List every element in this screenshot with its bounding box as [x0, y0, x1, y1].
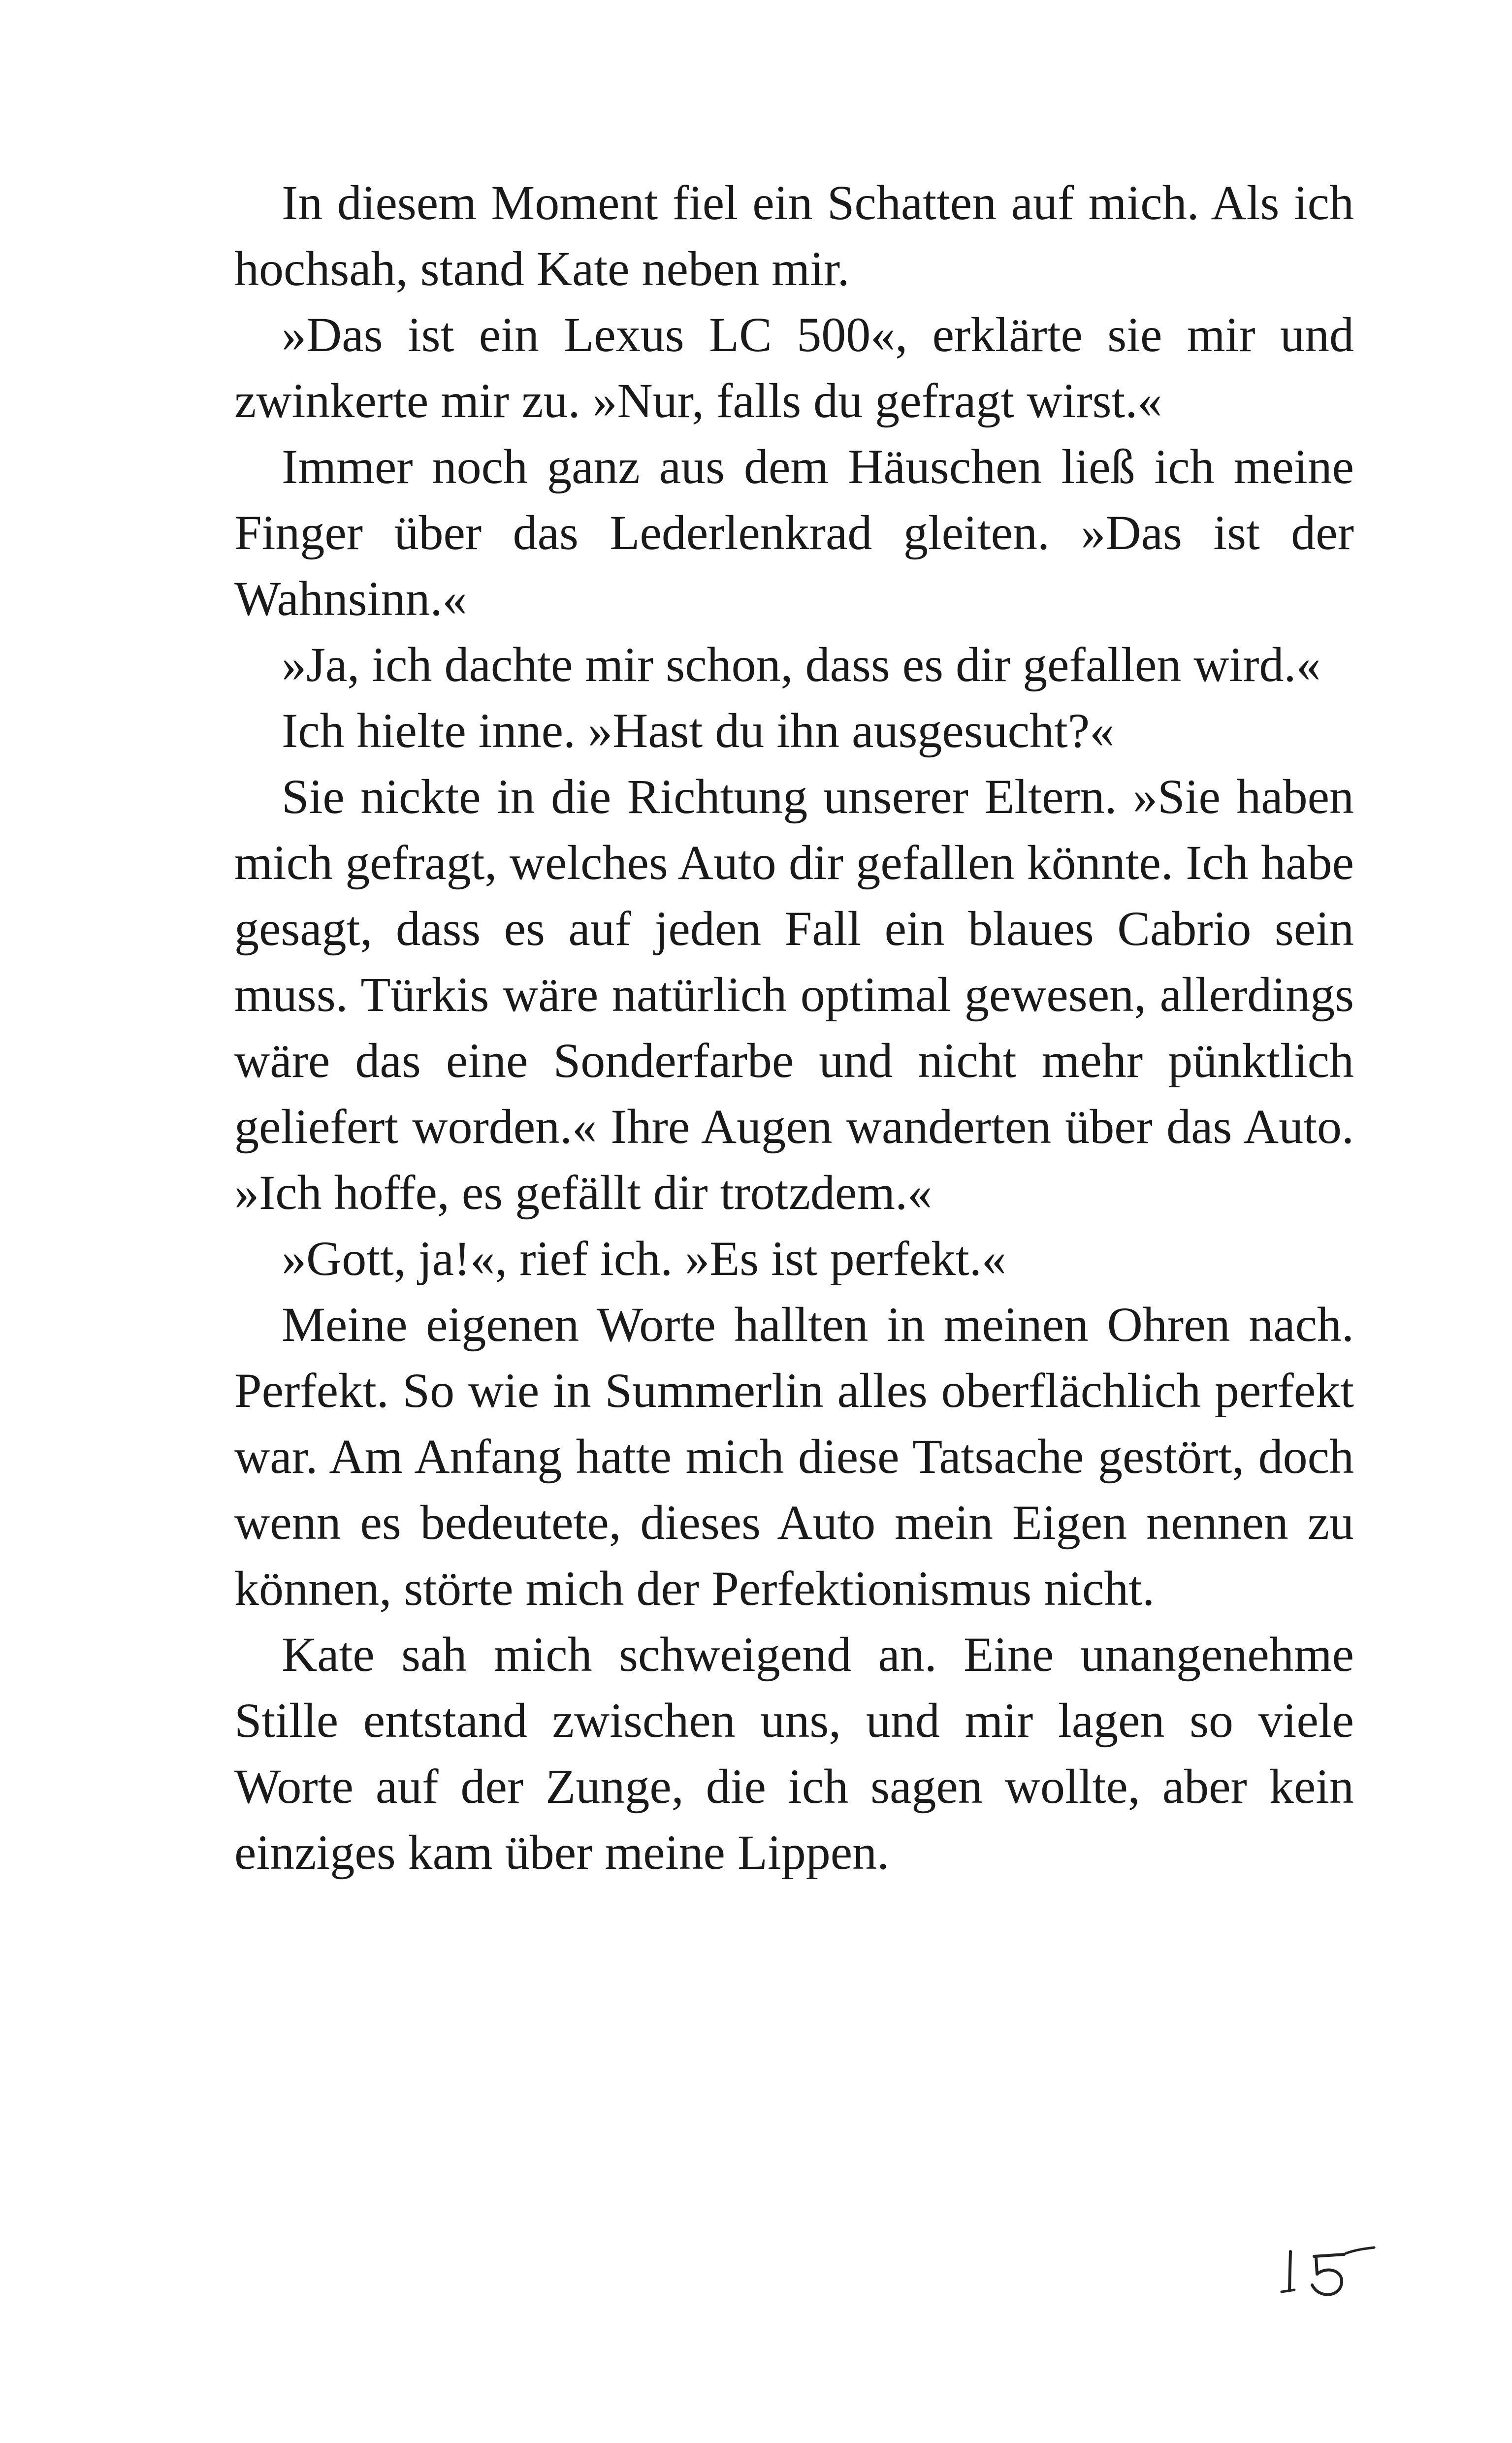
paragraph-5: Ich hielte inne. »Hast du ihn ausgesucht?« [282, 703, 1115, 758]
paragraph-7: »Gott, ja!«, rief ich. »Es ist perfekt.« [282, 1231, 1006, 1286]
page-body-text [234, 170, 1354, 1886]
paragraph-2: »Das ist ein Lexus LC 500«, erklärte sie mir und zwinkerte mir zu. »Nur, falls du gefragt wirst.« [234, 307, 1354, 428]
paragraph-8: Meine eigenen Worte hallten in meinen Ohren nach. Perfekt. So wie in Summerlin alles oberflächlich perfekt war. Am Anfang hatte mich diese Tatsache gestört, doch wenn es bedeutete, dieses Auto mein Eigen nennen zu können, störte mich der Perfektionismus nicht. [234, 1297, 1354, 1616]
paragraph-6: Sie nickte in die Richtung unserer Eltern. »Sie haben mich gefragt, welches Auto dir gefallen könnte. Ich habe gesagt, dass es auf jeden Fall ein blaues Cabrio sein muss. Türkis wäre natürlich optimal gewesen, allerdings wäre das eine Sonderfarbe und nicht mehr pünktlich geliefert worden.« Ihre Augen wanderten über das Auto. »Ich hoffe, es gefällt dir trotzdem.« [234, 769, 1354, 1220]
handwritten-page-number-icon [1273, 2236, 1376, 2310]
paragraph-3: Immer noch ganz aus dem Häuschen ließ ich meine Finger über das Lederlenkrad gleiten. »Das ist der Wahnsinn.« [234, 439, 1354, 626]
paragraph-9: Kate sah mich schweigend an. Eine unangenehme Stille entstand zwischen uns, und mir lagen so viele Worte auf der Zunge, die ich sagen wollte, aber kein einziges kam über meine Lippen. [234, 1627, 1354, 1880]
paragraph-1: In diesem Moment fiel ein Schatten auf mich. Als ich hochsah, stand Kate neben mir. [234, 175, 1354, 296]
paragraph-4: »Ja, ich dachte mir schon, dass es dir gefallen wird.« [282, 637, 1321, 692]
page-number [1273, 2236, 1376, 2310]
